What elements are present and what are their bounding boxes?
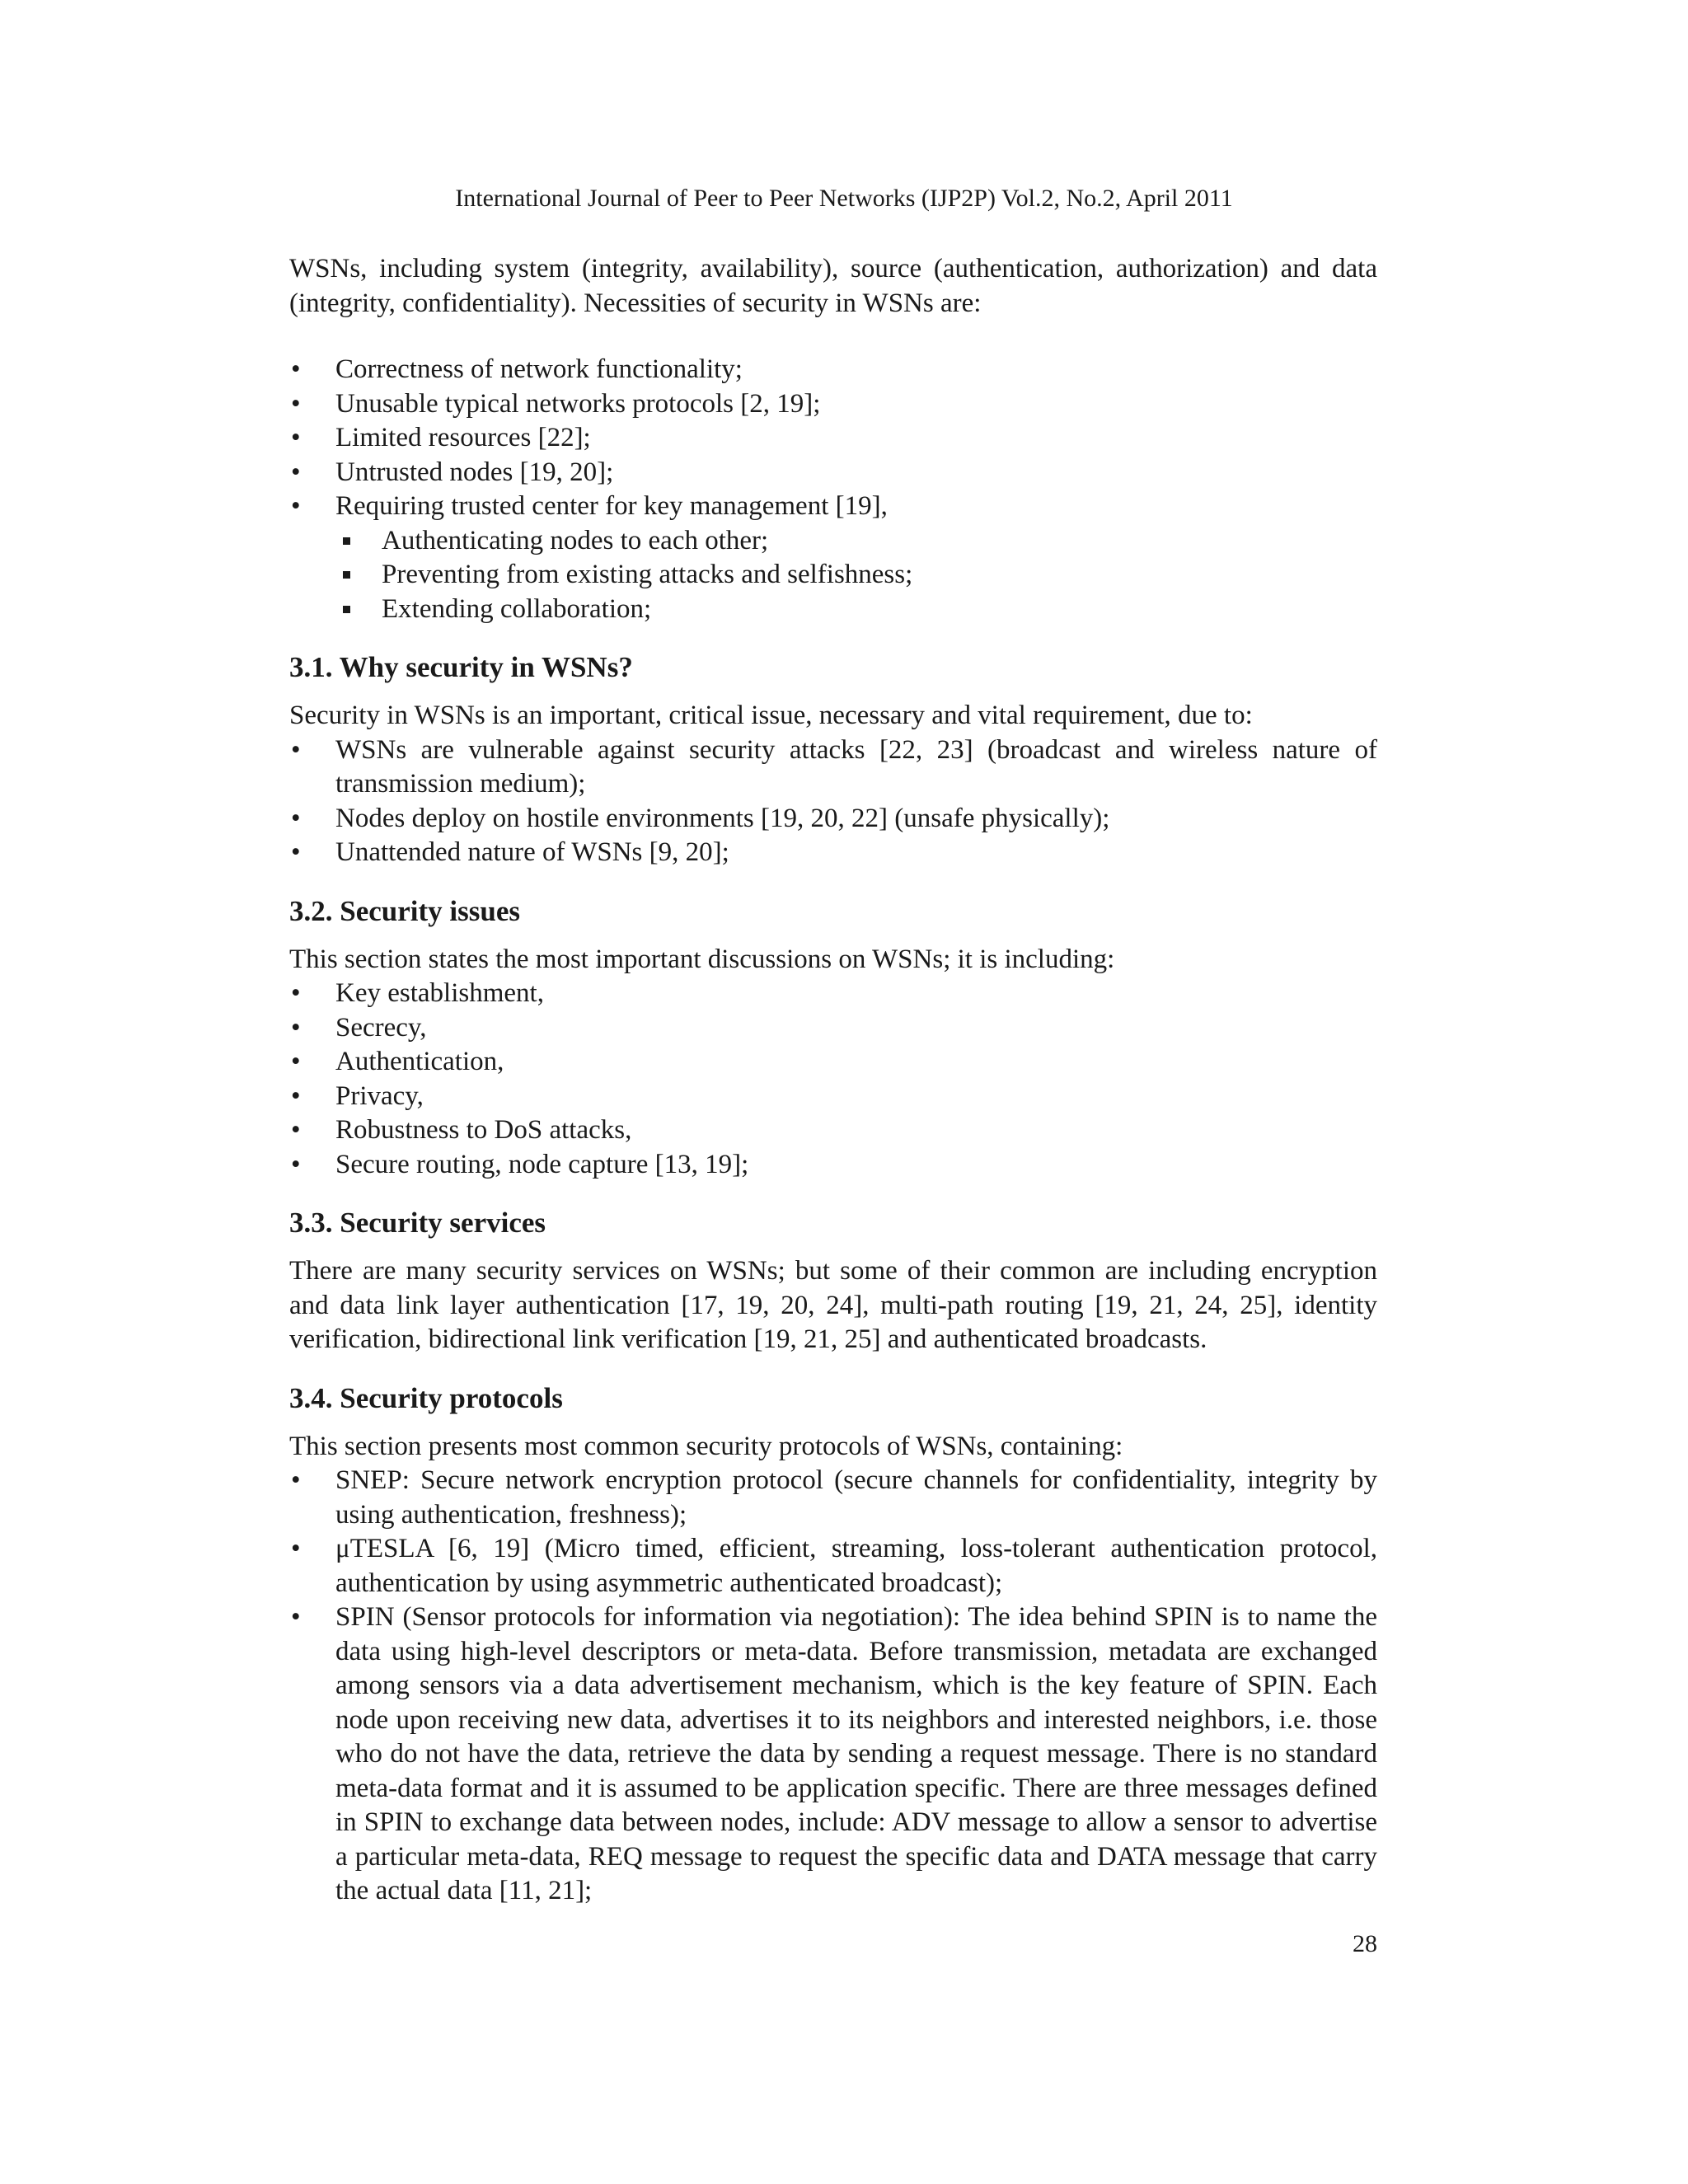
bullet-icon: • (291, 1012, 301, 1043)
why-security-list (289, 733, 1377, 870)
security-issues-list (289, 977, 1377, 1182)
list-item: • SNEP: Secure network encryption protocol (secure channels for confidentiality, integrity by using authentication, freshness); (291, 1465, 1377, 1530)
list-item: • Untrusted nodes [19, 20]; (289, 456, 1377, 490)
list-item: • μTESLA [6, 19] (Micro timed, efficient, streaming, loss-tolerant authentication protocol, authentication by using asymmetric authenticated broadcast); (291, 1534, 1377, 1598)
bullet-icon: • (291, 978, 301, 1008)
list-item: • Privacy, (289, 1080, 1377, 1114)
list-item: • WSNs are vulnerable against security attacks [22, 23] (broadcast and wireless nature of transmission medium); (291, 734, 1377, 799)
list-item: • Secrecy, (289, 1011, 1377, 1046)
section-paragraph: This section states the most important discussions on WSNs; it is including: (289, 944, 1115, 974)
sublist-item: Preventing from existing attacks and selfishness; (335, 558, 1377, 593)
bullet-icon: • (291, 1602, 301, 1632)
list-item: • Key establishment, (289, 977, 1377, 1011)
bullet-icon: • (291, 423, 301, 452)
section-paragraph: Security in WSNs is an important, critical issue, necessary and vital requirement, due to: (289, 701, 1253, 730)
list-item: • Limited resources [22]; (289, 421, 1377, 456)
section-heading-3-2: 3.2. Security issues (289, 894, 520, 927)
bullet-icon: • (291, 1080, 301, 1111)
square-bullet-icon (343, 606, 350, 613)
square-bullet-icon (343, 571, 350, 579)
bullet-icon: • (291, 1115, 301, 1145)
square-bullet-icon (343, 537, 350, 545)
bullet-icon: • (291, 837, 301, 867)
list-item: • SPIN (Sensor protocols for information via negotiation): The idea behind SPIN is to name the data using high-level descriptors or meta-data. Before transmission, metadata are exchanged among sensors via a data advertisement mechanism, which is the key feature of SPIN. Each node upon receiving new data, advertises it to its neighbors and interested neighbors, i.e. those who do not have the data, retrieve the data by sending a request message. There is no standard meta-data format and it is assumed to be application specific. There are three messages defined in SPIN to exchange data between nodes, include: ADV message to allow a sensor to advertise a particular meta-data, REQ message to request the specific data and DATA message that carry the actual data [11, 21]; (291, 1602, 1377, 1905)
list-item: • Unusable typical networks protocols [2, 19]; (289, 387, 1377, 422)
section-heading-3-4: 3.4. Security protocols (289, 1381, 563, 1414)
bullet-icon: • (291, 734, 301, 765)
section-heading-3-1: 3.1. Why security in WSNs? (289, 651, 633, 683)
bullet-icon: • (291, 491, 301, 521)
bullet-icon: • (291, 354, 301, 384)
list-item: • Unattended nature of WSNs [9, 20]; (289, 836, 1377, 870)
list-item: • Nodes deploy on hostile environments [19, 20, 22] (unsafe physically); (289, 802, 1377, 837)
sublist-item: Extending collaboration; (335, 593, 1377, 627)
security-protocols-list (289, 1464, 1377, 1909)
necessities-list (289, 353, 1377, 524)
bullet-icon: • (291, 388, 301, 419)
page-number: 28 (1353, 1930, 1377, 1957)
list-item: • Requiring trusted center for key management [19], (289, 490, 1377, 524)
list-item: • Authentication, (289, 1045, 1377, 1080)
section-paragraph: There are many security services on WSNs; but some of their common are including encryption and data link layer authentication [17, 19, 20, 24], multi-path routing [19, 21, 24, 25], identity verification, bidirectional link verification [19, 21, 25] and authenticated broadcasts. (289, 1256, 1377, 1354)
list-item: • Correctness of network functionality; (289, 353, 1377, 387)
key-management-sublist (335, 524, 1377, 627)
bullet-icon: • (291, 1047, 301, 1076)
intro-paragraph: WSNs, including system (integrity, availability), source (authentication, authorization) and data (integrity, confidentiality). Necessities of security in WSNs are: (289, 254, 1377, 318)
section-paragraph: This section presents most common security protocols of WSNs, containing: (289, 1431, 1123, 1461)
page-body (289, 252, 1377, 1909)
bullet-icon: • (291, 803, 301, 833)
bullet-icon: • (291, 1149, 301, 1179)
section-heading-3-3: 3.3. Security services (289, 1207, 546, 1239)
running-header: International Journal of Peer to Peer Networks (IJP2P) Vol.2, No.2, April 2011 (455, 185, 1233, 212)
sublist-item: Authenticating nodes to each other; (335, 524, 1377, 559)
list-item: • Secure routing, node capture [13, 19]; (289, 1148, 1377, 1183)
bullet-icon: • (291, 457, 301, 487)
bullet-icon: • (291, 1534, 301, 1563)
bullet-icon: • (291, 1465, 301, 1495)
list-item: • Robustness to DoS attacks, (289, 1113, 1377, 1148)
